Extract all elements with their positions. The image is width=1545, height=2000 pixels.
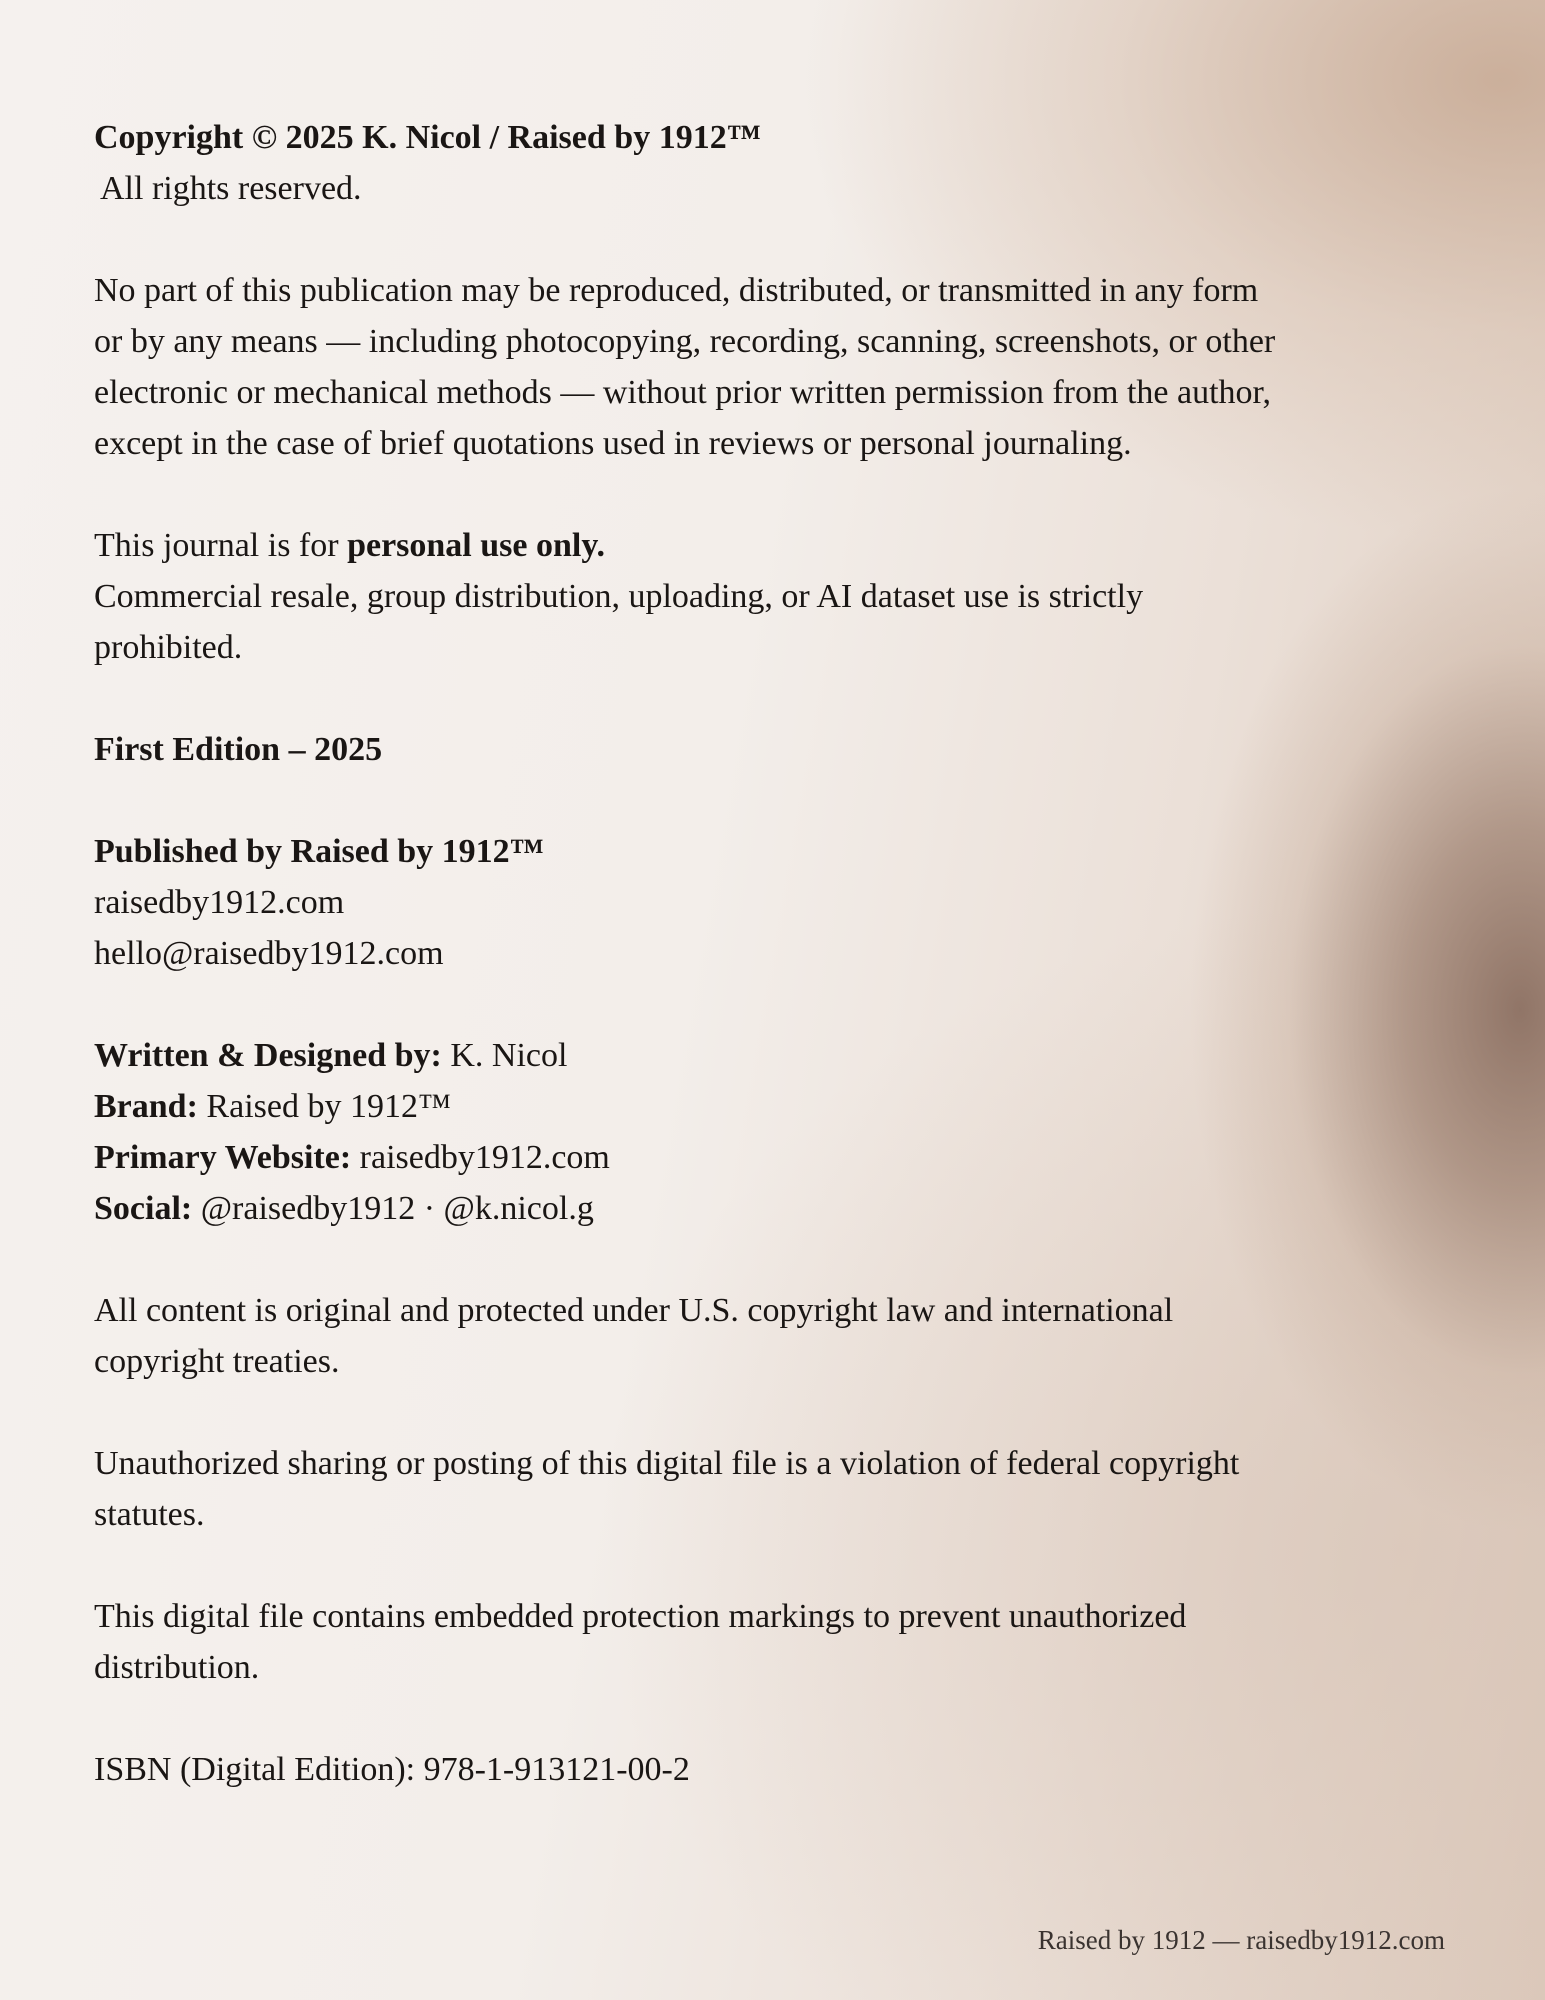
unauthorized-notice bbox=[94, 1438, 1474, 1540]
personal-use-emphasis: personal use only. bbox=[347, 527, 605, 564]
rights-reserved: All rights reserved. bbox=[100, 170, 362, 207]
credit-written-label: Written & Designed by: bbox=[94, 1037, 442, 1074]
unauthorized-line: statutes. bbox=[94, 1496, 205, 1533]
protection-notice bbox=[94, 1285, 1474, 1387]
credit-website-value: raisedby1912.com bbox=[351, 1139, 610, 1176]
personal-use-notice bbox=[94, 520, 1474, 673]
credit-social-label: Social: bbox=[94, 1190, 193, 1227]
page-footer: Raised by 1912 — raisedby1912.com bbox=[1037, 1925, 1445, 1955]
edition-block bbox=[94, 724, 1474, 775]
publisher-block bbox=[94, 826, 1474, 979]
personal-use-line bbox=[94, 520, 1474, 571]
notice-line: No part of this publication may be reproduced, distributed, or transmitted in any form bbox=[94, 272, 1259, 309]
credit-social bbox=[94, 1183, 1474, 1234]
isbn: ISBN (Digital Edition): 978-1-913121-00-2 bbox=[94, 1751, 690, 1788]
publisher-email: hello@raisedby1912.com bbox=[94, 935, 444, 972]
protection-line: All content is original and protected under U.S. copyright law and international bbox=[94, 1292, 1174, 1329]
publisher-heading: Published by Raised by 1912™ bbox=[94, 833, 544, 870]
unauthorized-line: Unauthorized sharing or posting of this digital file is a violation of federal copyright bbox=[94, 1445, 1240, 1482]
notice-line: or by any means — including photocopying, recording, scanning, screenshots, or other bbox=[94, 323, 1276, 360]
notice-line: electronic or mechanical methods — without prior written permission from the author, bbox=[94, 374, 1271, 411]
credit-website-label: Primary Website: bbox=[94, 1139, 352, 1176]
credit-brand-value: Raised by 1912™ bbox=[197, 1088, 452, 1125]
copyright-heading: Copyright © 2025 K. Nicol / Raised by 1912™ bbox=[94, 119, 761, 156]
credit-brand bbox=[94, 1081, 1474, 1132]
credit-website bbox=[94, 1132, 1474, 1183]
credit-brand-label: Brand: bbox=[94, 1088, 198, 1125]
notice-line: except in the case of brief quotations used in reviews or personal journaling. bbox=[94, 425, 1132, 462]
publisher-website: raisedby1912.com bbox=[94, 884, 345, 921]
personal-use-prefix: This journal is for bbox=[94, 527, 348, 564]
credit-written bbox=[94, 1030, 1474, 1081]
copyright-page bbox=[94, 112, 1474, 1846]
markings-line: distribution. bbox=[94, 1649, 260, 1686]
credit-written-value: K. Nicol bbox=[441, 1037, 568, 1074]
isbn-block bbox=[94, 1744, 1474, 1795]
markings-notice bbox=[94, 1591, 1474, 1693]
copyright-block bbox=[94, 112, 1474, 214]
credit-social-value: @raisedby1912 · @k.nicol.g bbox=[192, 1190, 594, 1227]
protection-line: copyright treaties. bbox=[94, 1343, 340, 1380]
personal-use-detail: Commercial resale, group distribution, uploading, or AI dataset use is strictly bbox=[94, 578, 1144, 615]
edition: First Edition – 2025 bbox=[94, 731, 383, 768]
reproduction-notice bbox=[94, 265, 1474, 469]
credits-block bbox=[94, 1030, 1474, 1234]
markings-line: This digital file contains embedded protection markings to prevent unauthorized bbox=[94, 1598, 1187, 1635]
personal-use-detail: prohibited. bbox=[94, 629, 243, 666]
